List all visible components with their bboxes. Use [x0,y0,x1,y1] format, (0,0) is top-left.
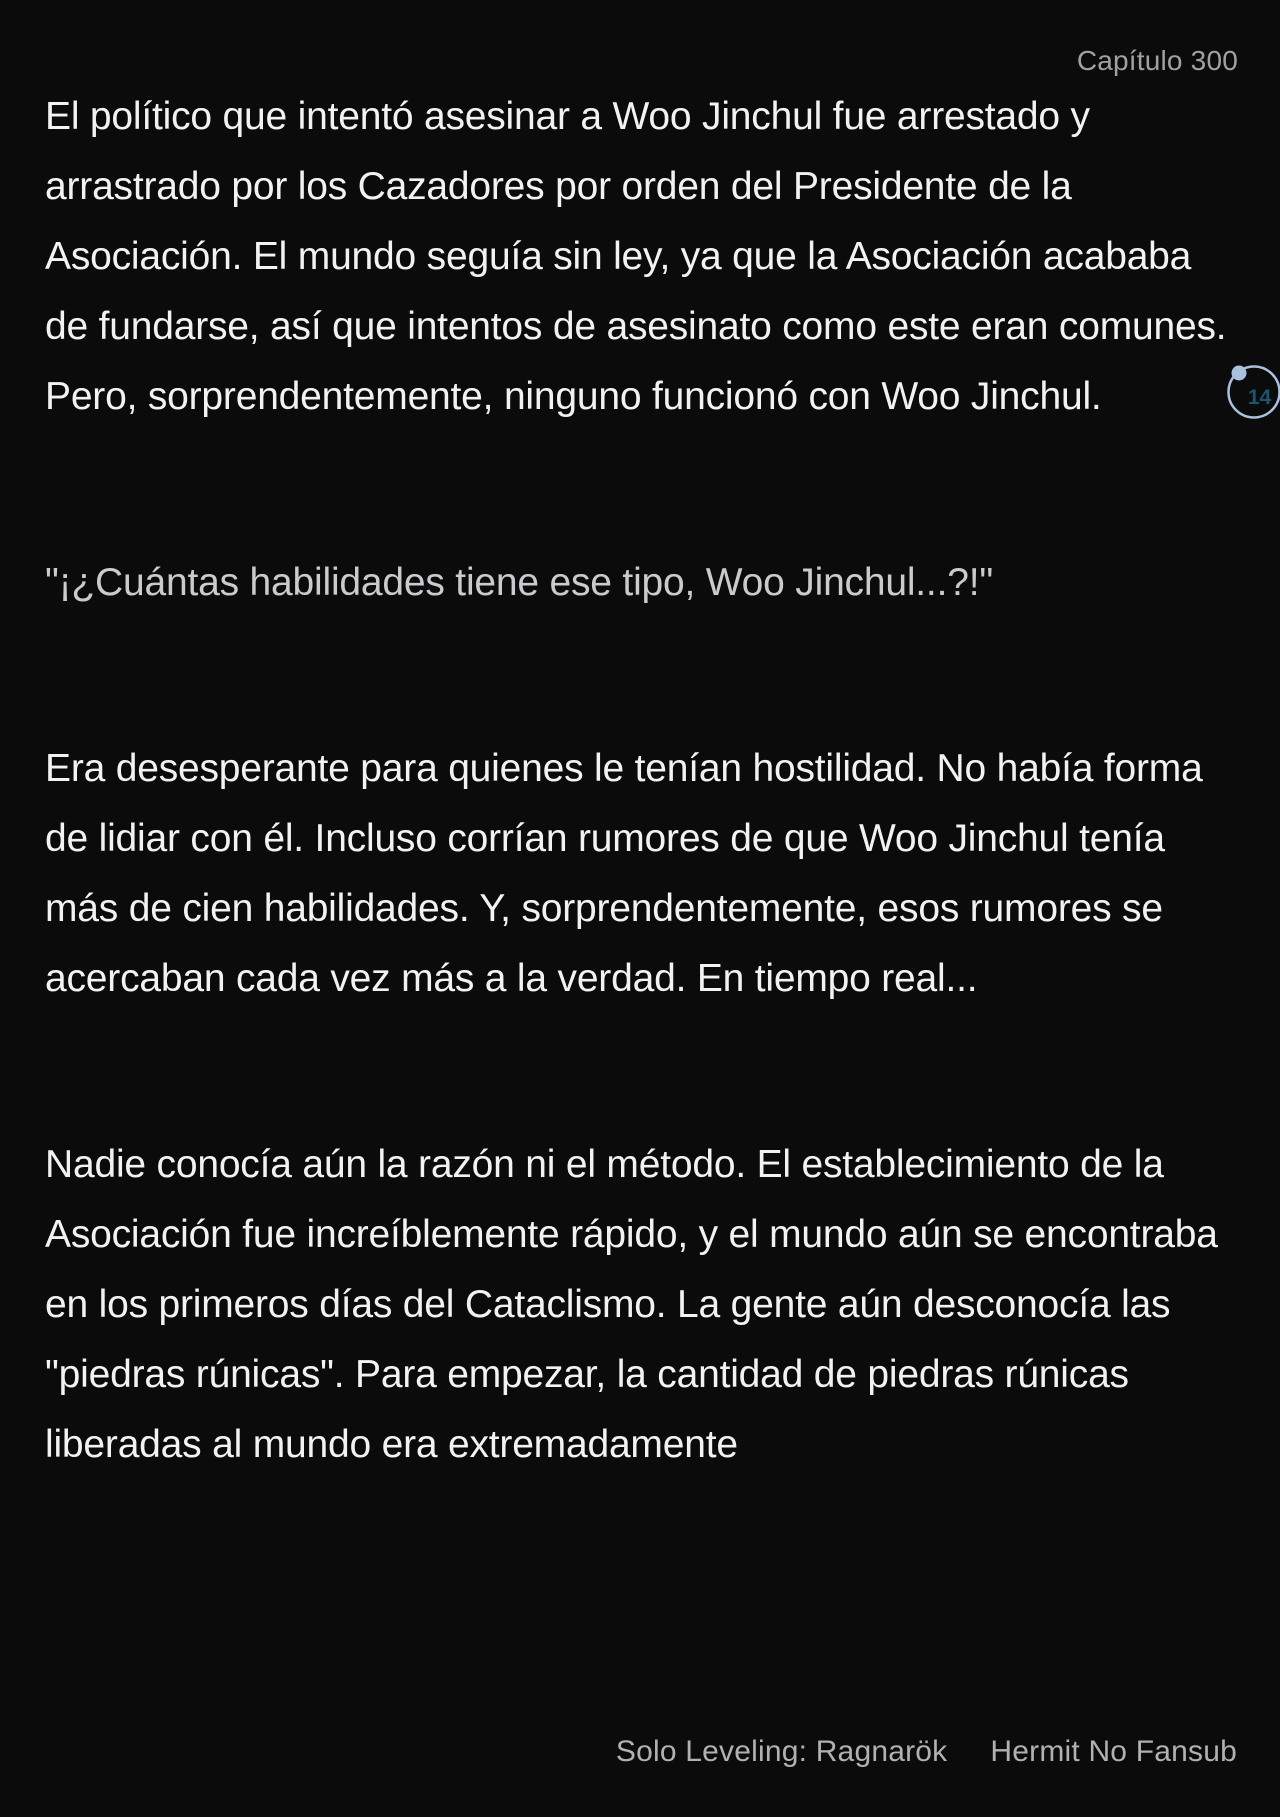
chapter-label: Capítulo 300 [1076,45,1238,76]
reader-footer [0,1734,1280,1770]
dialogue-paragraph: "¡¿Cuántas habilidades tiene ese tipo, Woo Jinchul...?!" [45,561,993,604]
paragraph: El político que intentó asesinar a Woo Jinchul fue arrestado y arrastrado por los Cazadores por orden del Presidente de la Asociación. El mundo seguía sin ley, ya que la Asociación acababa de fundarse, así que intentos de asesinato como este eran comunes. Pero, sorprendentemente, ninguno funcionó con Woo Jinchul. [45,95,1227,418]
scroll-position-indicator[interactable] [1224,360,1280,424]
reader-content [45,82,1235,1480]
scroll-badge-value: 14 [1247,386,1272,409]
scroll-handle-dot-icon[interactable] [1232,366,1247,381]
paragraph: Era desesperante para quienes le tenían hostilidad. No había forma de lidiar con él. Incluso corrían rumores de que Woo Jinchul tenía más de cien habilidades. Y, sorprendentemente, esos rumores se acercaban cada vez más a la verdad. En tiempo real... [45,747,1203,1000]
book-title: Solo Leveling: Ragnarök [615,1735,948,1768]
paragraph: Nadie conocía aún la razón ni el método. El establecimiento de la Asociación fue increíblemente rápido, y el mundo aún se encontraba en los primeros días del Cataclismo. La gente aún desconocía las "piedras rúnicas". Para empezar, la cantidad de piedras rúnicas liberadas al mundo era extremadamente [45,1143,1218,1466]
fansub-credit: Hermit No Fansub [990,1735,1237,1768]
